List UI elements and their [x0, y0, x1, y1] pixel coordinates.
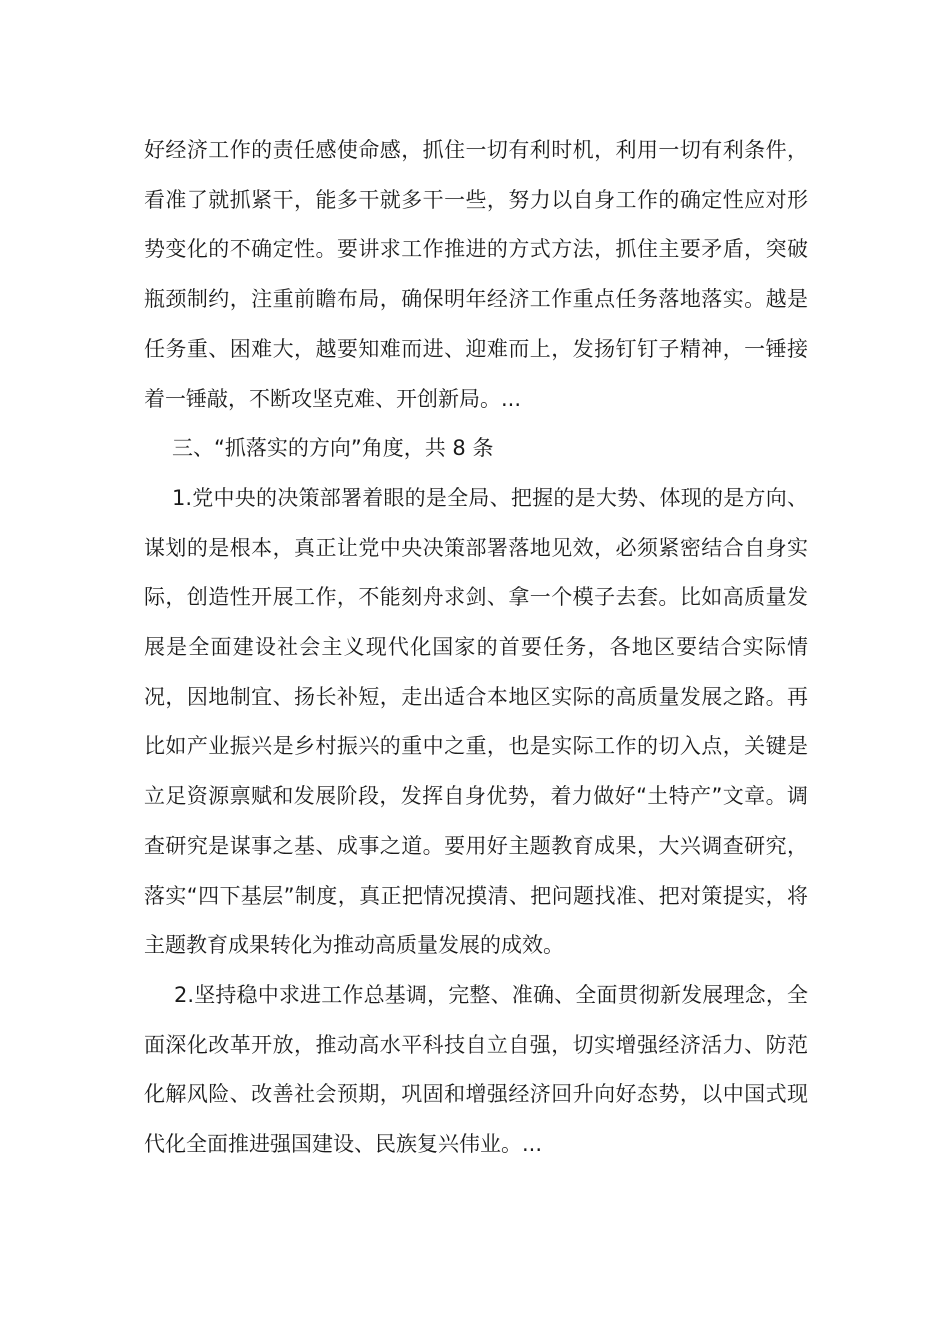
paragraph-item-1: 1.党中央的决策部署着眼的是全局、把握的是大势、体现的是方向、谋划的是根本，真正让党中央决策部署落地见效，必须紧密结合自身实际，创造性开展工作，不能刻舟求剑、拿一个模子去套。比如高质量发展是全面建设社会主义现代化国家的首要任务，各地区要结合实际情况，因地制宜、扬长补短，走出适合本地区实际的高质量发展之路。再比如产业振兴是乡村振兴的重中之重，也是实际工作的切入点，关键是立足资源禀赋和发展阶段，发挥自身优势，着力做好“土特产”文章。调查研究是谋事之基、成事之道。要用好主题教育成果，大兴调查研究，落实“四下基层”制度，真正把情况摸清、把问题找准、把对策提实，将主题教育成果转化为推动高质量发展的成效。 — [144, 485, 808, 958]
section-heading: 三、“抓落实的方向”角度，共 8 条 — [172, 436, 494, 461]
paragraph-item-2: 2.坚持稳中求进工作总基调，完整、准确、全面贯彻新发展理念，全面深化改革开放，推动高水平科技自立自强，切实增强经济活力、防范化解风险、改善社会预期，巩固和增强经济回升向好态势，以中国式现代化全面推进强国建设、民族复兴伟业。... — [144, 982, 808, 1157]
paragraph-continuation: 好经济工作的责任感使命感，抓住一切有利时机，利用一切有利条件，看准了就抓紧干，能多干就多干一些，努力以自身工作的确定性应对形势变化的不确定性。要讲求工作推进的方式方法，抓住主要矛盾，突破瓶颈制约，注重前瞻布局，确保明年经济工作重点任务落地落实。越是任务重、困难大，越要知难而进、迎难而上，发扬钉钉子精神，一锤接着一锤敲，不断攻坚克难、开创新局。... — [144, 138, 808, 411]
document-body — [144, 126, 808, 1170]
